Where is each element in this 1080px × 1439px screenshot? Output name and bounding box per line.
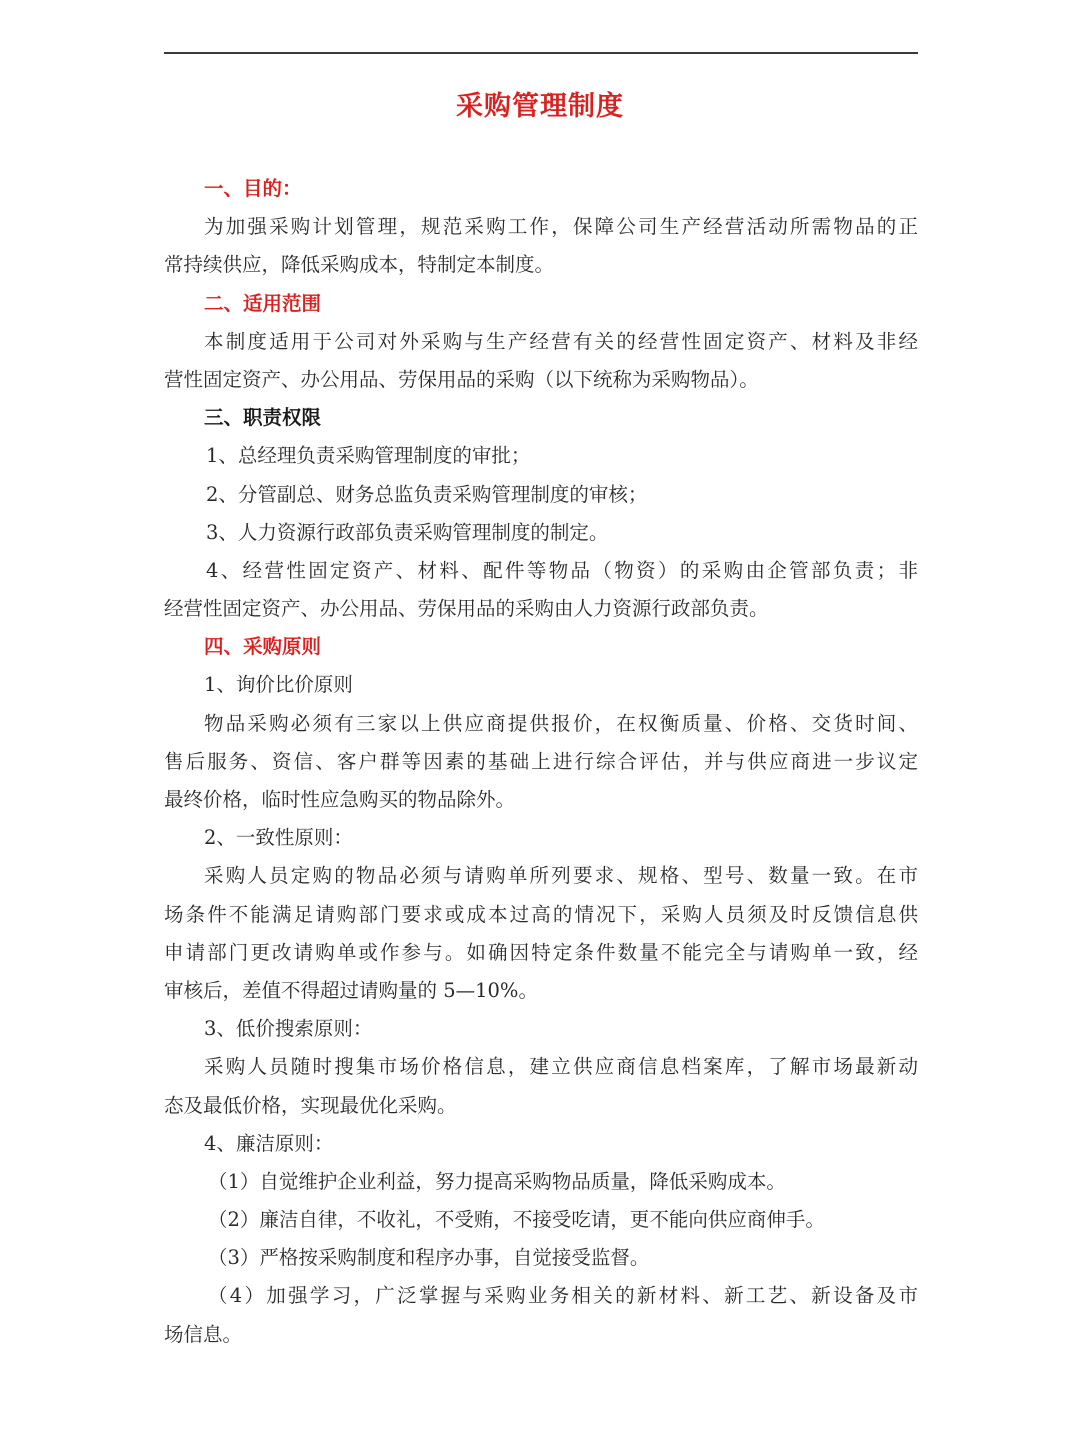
paragraph-line: 为加强采购计划管理，规范采购工作，保障公司生产经营活动所需物品的正 bbox=[204, 215, 918, 239]
top-rule-divider bbox=[164, 52, 918, 54]
section-heading-scope: 二、适用范围 bbox=[204, 291, 322, 315]
paragraph-line: 物品采购必须有三家以上供应商提供报价，在权衡质量、价格、交货时间、 bbox=[204, 711, 918, 735]
paragraph-line: 营性固定资产、办公用品、劳保用品的采购（以下统称为采购物品）。 bbox=[164, 367, 759, 391]
paragraph-line: 常持续供应，降低采购成本，特制定本制度。 bbox=[164, 253, 555, 277]
list-item: （2）廉洁自律，不收礼，不受贿，不接受吃请，更不能向供应商伸手。 bbox=[208, 1208, 825, 1232]
list-item: 2、分管副总、财务总监负责采购管理制度的审核； bbox=[206, 482, 648, 506]
list-item: 1、总经理负责采购管理制度的审批； bbox=[206, 444, 531, 468]
section-heading-purpose: 一、目的： bbox=[204, 177, 302, 200]
document-body bbox=[164, 170, 918, 1354]
subsection-title: 3、低价搜索原则： bbox=[204, 1017, 373, 1041]
paragraph-line: 采购人员随时搜集市场价格信息，建立供应商信息档案库，了解市场最新动 bbox=[204, 1055, 918, 1079]
paragraph-line: 售后服务、资信、客户群等因素的基础上进行综合评估，并与供应商进一步议定 bbox=[164, 749, 918, 773]
section-heading-principles: 四、采购原则 bbox=[204, 635, 322, 659]
paragraph-line: 本制度适用于公司对外采购与生产经营有关的经营性固定资产、材料及非经 bbox=[204, 329, 918, 353]
list-item: 4、经营性固定资产、材料、配件等物品（物资）的采购由企管部负责；非 bbox=[206, 558, 918, 582]
list-item: （1）自觉维护企业利益，努力提高采购物品质量，降低采购成本。 bbox=[208, 1169, 786, 1193]
list-item: （4）加强学习，广泛掌握与采购业务相关的新材料、新工艺、新设备及市 bbox=[208, 1284, 918, 1308]
paragraph-line: 申请部门更改请购单或作参与。如确因特定条件数量不能完全与请购单一致，经 bbox=[164, 940, 918, 964]
paragraph-line: 采购人员定购的物品必须与请购单所列要求、规格、型号、数量一致。在市 bbox=[204, 864, 918, 888]
paragraph-line: 态及最低价格，实现最优化采购。 bbox=[164, 1093, 457, 1117]
list-item: （3）严格按采购制度和程序办事，自觉接受监督。 bbox=[208, 1246, 650, 1270]
subsection-title: 4、廉洁原则： bbox=[204, 1131, 334, 1155]
paragraph-line: 场条件不能满足请购部门要求或成本过高的情况下，采购人员须及时反馈信息供 bbox=[164, 902, 918, 926]
list-item-continuation: 场信息。 bbox=[164, 1322, 243, 1346]
paragraph-line: 审核后，差值不得超过请购量的 5—10%。 bbox=[164, 978, 538, 1002]
section-heading-authority: 三、职责权限 bbox=[204, 406, 322, 430]
paragraph-line: 最终价格，临时性应急购买的物品除外。 bbox=[164, 788, 516, 811]
subsection-title: 2、一致性原则： bbox=[204, 826, 353, 850]
document-title: 采购管理制度 bbox=[456, 91, 624, 122]
list-item: 3、人力资源行政部负责采购管理制度的制定。 bbox=[206, 520, 609, 544]
list-item-continuation: 经营性固定资产、办公用品、劳保用品的采购由人力资源行政部负责。 bbox=[164, 597, 769, 621]
subsection-title: 1、询价比价原则 bbox=[204, 673, 353, 697]
